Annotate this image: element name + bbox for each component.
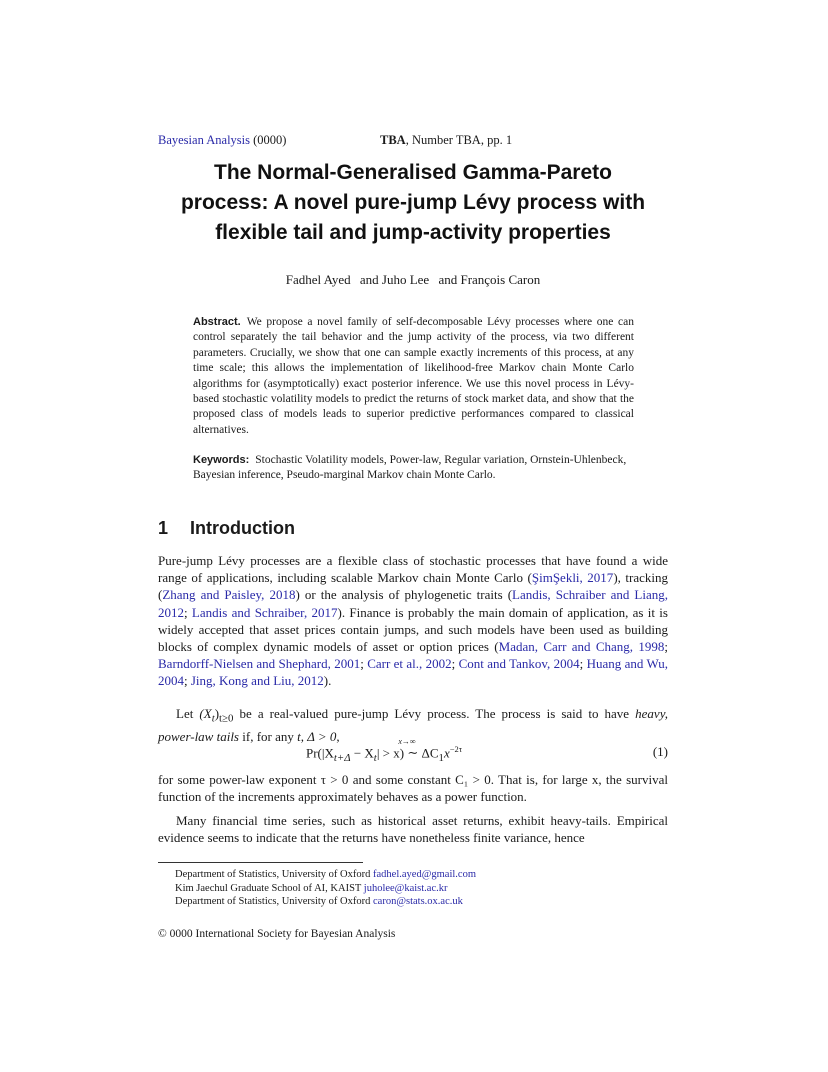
citation-huang[interactable]: Huang and Wu, 2004 [158, 656, 668, 689]
issue-info: TBA, Number TBA, pp. 1 [380, 133, 513, 147]
citation-zhang[interactable]: Zhang and Paisley, 2018 [162, 587, 296, 603]
citation-simsekli[interactable]: ŞimŞekli, 2017 [531, 570, 614, 586]
intro-paragraph-1: Pure-jump Lévy processes are a flexible class of stochastic processes that have found a wide range of applications, including scalable Markov chain Monte Carlo (ŞimŞekli, 2017), tracking (Zhang and Paisley, 2018) or the analysis of phylogenetic traits (Landis, Schraiber and Liang, 2012; Landis and Schraiber, 2017). Finance is probably the main domain of application, as it is widely accepted that asset prices contain jumps, and such models have been used as building blocks of complex dynamic models of asset or option prices (Madan, Carr and Chang, 1998; Barndorff-Nielsen and Shephard, 2001; Carr et al., 2002; Cont and Tankov, 2004; Huang and Wu, 2004; Jing, Kong and Liu, 2012). [158, 553, 669, 689]
author-2: and Juho Lee [359, 272, 430, 287]
section-heading [158, 518, 668, 539]
keywords [193, 453, 634, 484]
footnote-rule [158, 862, 363, 863]
citation-landis-2017[interactable]: Landis and Schraiber, 2017 [191, 604, 338, 620]
emphasis-heavy-tails: heavy, power-law tails [158, 706, 668, 744]
abstract-label: Abstract. [193, 316, 241, 328]
equation-expression: $Pr(|X_{t+\Delta} - X_t| > x)$ x→∞ ∼ $\Delta C_1x^{-2\tau}$ [306, 737, 463, 764]
footnotes [175, 868, 665, 909]
paper-title [158, 158, 668, 248]
abstract-text: We propose a novel family of self-decomposable Lévy processes where one can control separately the tail behavior and the jump activity of the process, via two different parameters. Crucially, we show that one can sample exactly increments of this process, at any time scale; this allows the implementation of likelihood-free Markov chain Monte Carlo algorithms for (asymptotically) exact posterior inference. We use this novel process in Lévy-based stochastic volatility models to predict the returns of stock market data, and show that the proposed class of models leads to superior predictive performances compared to classical alternatives. [193, 316, 634, 436]
intro-paragraph-2: Let $(X_t)_{t\ge 0}$ be a real-valued pure-jump Lévy process. The process is said to have heavy, power-law tails if, for any t, Δ > 0, [158, 706, 668, 744]
author-1: Fadhel Ayed [285, 272, 351, 287]
footnote-3: Department of Statistics, University of Oxford caron@stats.ox.ac.uk [175, 896, 463, 908]
keywords-label: Keywords: [193, 454, 250, 466]
intro-paragraph-3: for some power-law exponent τ > 0 and some constant C₁ > 0. That is, for large x, the survival function of the increments approximately behaves as a power function. [158, 772, 668, 805]
citation-carr[interactable]: Carr et al., 2002 [367, 656, 452, 672]
citation-landis-2012[interactable]: Landis, Schraiber and Liang, 2012 [158, 587, 668, 620]
author-list [158, 272, 668, 288]
citation-barndorff[interactable]: Barndorff-Nielsen and Shephard, 2001 [158, 656, 361, 672]
section-title: Introduction [190, 518, 295, 538]
running-header [158, 133, 668, 151]
footnote-1: Department of Statistics, University of Oxford fadhel.ayed@gmail.com [175, 869, 476, 880]
equation-1 [158, 737, 668, 766]
journal-name: Bayesian Analysis (0000) [158, 133, 287, 147]
section-number: 1 [158, 518, 169, 538]
title-line-2: process: A novel pure-jump Lévy process with [180, 191, 646, 214]
equation-number: (1) [652, 744, 668, 759]
email-link-1[interactable]: fadhel.ayed@gmail.com [373, 869, 476, 880]
author-3: and François Caron [438, 272, 541, 287]
journal-link[interactable]: Bayesian Analysis [158, 133, 251, 147]
email-link-3[interactable]: caron@stats.ox.ac.uk [373, 896, 463, 908]
citation-cont[interactable]: Cont and Tankov, 2004 [458, 656, 580, 672]
title-line-1: The Normal-Generalised Gamma-Pareto [214, 161, 612, 184]
citation-madan[interactable]: Madan, Carr and Chang, 1998 [498, 639, 665, 655]
citation-jing[interactable]: Jing, Kong and Liu, 2012 [190, 673, 324, 689]
copyright-notice: © 0000 International Society for Bayesian Analysis [158, 928, 396, 940]
intro-paragraph-4: Many financial time series, such as historical asset returns, exhibit heavy-tails. Empirical evidence seems to indicate that the returns have nonetheless finite variance, hence [158, 813, 668, 846]
arxiv-stamp [6, 275, 64, 685]
abstract [193, 315, 634, 438]
title-line-3: flexible tail and jump-activity properties [215, 221, 611, 244]
email-link-2[interactable]: juholee@kaist.ac.kr [363, 882, 448, 894]
footnote-2: Kim Jaechul Graduate School of AI, KAIST juholee@kaist.ac.kr [175, 882, 448, 894]
keywords-text: Stochastic Volatility models, Power-law, Regular variation, Ornstein-Uhlenbeck, Bayesian inference, Pseudo-marginal Markov chain Monte Carlo. [193, 454, 627, 482]
